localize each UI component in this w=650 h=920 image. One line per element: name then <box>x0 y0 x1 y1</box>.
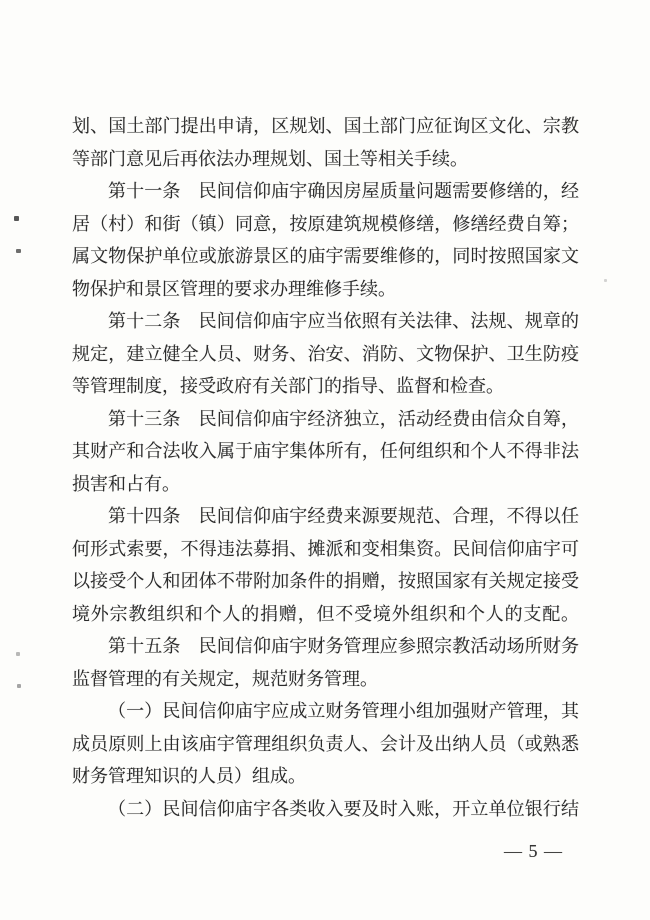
scan-speck <box>16 249 21 253</box>
doc-line-item-2: （二）民间信仰庙宇各类收入要及时入账，开立单位银行结 <box>108 798 579 819</box>
doc-line: 规定，建立健全人员、财务、治安、消防、文物保护、卫生防疫 <box>72 343 579 364</box>
doc-line: 划、国土部门提出申请，区规划、国土部门应征询区文化、宗教 <box>72 116 579 136</box>
doc-line-article-13: 第十三条 民间信仰庙宇经济独立，活动经费由信众自筹， <box>108 408 579 429</box>
doc-line-item-1: （一）民间信仰庙宇应成立财务管理小组加强财产管理，其 <box>108 701 579 721</box>
doc-line: 损害和占有。 <box>72 473 180 494</box>
doc-line: 其财产和合法收入属于庙宇集体所有，任何组织和个人不得非法 <box>72 441 579 461</box>
doc-line-article-15: 第十五条 民间信仰庙宇财务管理应参照宗教活动场所财务 <box>108 636 579 656</box>
doc-line: 监督管理的有关规定，规范财务管理。 <box>72 668 378 689</box>
document-text-block <box>72 110 579 825</box>
doc-line: 以接受个人和团体不带附加条件的捐赠，按照国家有关规定接受 <box>72 571 579 591</box>
doc-line: 成员原则上由该庙宇管理组织负责人、会计及出纳人员（或熟悉 <box>72 733 579 754</box>
doc-line: 何形式索要，不得违法募捐、摊派和变相集资。民间信仰庙宇可 <box>72 538 579 559</box>
scan-speck <box>14 216 19 221</box>
doc-line: 属文物保护单位或旅游景区的庙宇需要维修的，同时按照国家文 <box>72 246 579 266</box>
doc-line: 居（村）和街（镇）同意，按原建筑规模修缮，修缮经费自筹； <box>72 213 579 234</box>
page-number: — 5 — <box>504 841 563 861</box>
doc-line-article-11: 第十一条 民间信仰庙宇确因房屋质量问题需要修缮的，经 <box>108 181 579 201</box>
scan-speck <box>17 684 21 688</box>
doc-line: 物保护和景区管理的要求办理维修手续。 <box>72 278 396 299</box>
doc-line: 等管理制度，接受政府有关部门的指导、监督和检查。 <box>72 376 504 396</box>
scan-speck <box>16 652 20 656</box>
scan-speck <box>604 279 607 282</box>
doc-line: 等部门意见后再依法办理规划、国土等相关手续。 <box>72 148 468 169</box>
doc-line: 财务管理知识的人员）组成。 <box>72 766 306 786</box>
doc-line-article-14: 第十四条 民间信仰庙宇经费来源要规范、合理，不得以任 <box>108 506 579 526</box>
doc-line-article-12: 第十二条 民间信仰庙宇应当依照有关法律、法规、规章的 <box>108 311 579 331</box>
doc-line: 境外宗教组织和个人的捐赠，但不受境外组织和个人的支配。 <box>72 603 579 624</box>
